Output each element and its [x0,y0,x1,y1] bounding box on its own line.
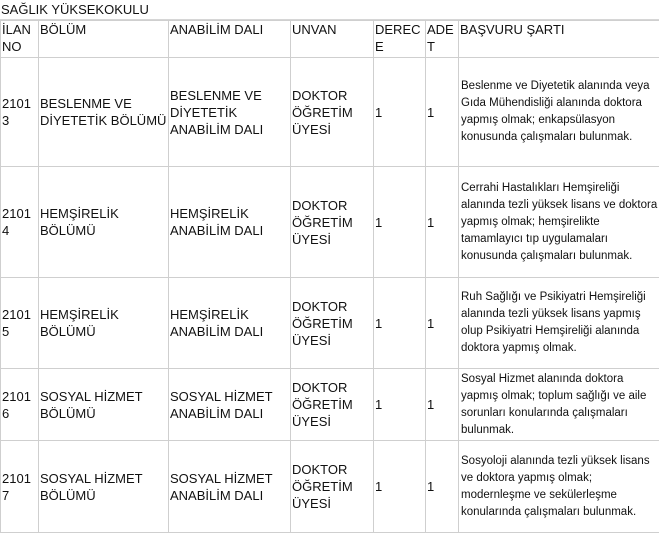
cell-adet: 1 [426,278,459,369]
cell-anabilim: SOSYAL HİZMET ANABİLİM DALI [169,369,291,441]
cell-derece: 1 [374,278,426,369]
cell-unvan: DOKTOR ÖĞRETİM ÜYESİ [291,58,374,167]
cell-anabilim: HEMŞİRELİK ANABİLİM DALI [169,278,291,369]
cell-ilan-no: 21016 [1,369,39,441]
header-derece: DERECE [374,21,426,58]
table-row [1,278,659,369]
cell-anabilim: SOSYAL HİZMET ANABİLİM DALI [169,441,291,533]
cell-anabilim: HEMŞİRELİK ANABİLİM DALI [169,167,291,278]
table-row [1,58,659,167]
cell-bolum: SOSYAL HİZMET BÖLÜMÜ [39,441,169,533]
cell-bolum: BESLENME VE DİYETETİK BÖLÜMÜ [39,58,169,167]
cell-unvan: DOKTOR ÖĞRETİM ÜYESİ [291,278,374,369]
header-row [1,21,659,58]
header-basvuru: BAŞVURU ŞARTI [459,21,659,58]
cell-ilan-no: 21014 [1,167,39,278]
cell-derece: 1 [374,58,426,167]
cell-bolum: HEMŞİRELİK BÖLÜMÜ [39,167,169,278]
cell-derece: 1 [374,167,426,278]
cell-derece: 1 [374,369,426,441]
cell-basvuru: Beslenme ve Diyetetik alanında veya Gıda Mühendisliği alanında doktora yapmış olmak; enkapsülasyon konusunda çalışmaları bulunmak. [459,58,659,167]
cell-ilan-no: 21013 [1,58,39,167]
table-row [1,441,659,533]
cell-basvuru: Cerrahi Hastalıkları Hemşireliği alanında tezli yüksek lisans ve doktora yapmış olmak; hemşirelikte tamamlayıcı tıp uygulamaları konusunda çalışmaları bulunmak. [459,167,659,278]
header-ilan-no: İLAN NO [1,21,39,58]
cell-ilan-no: 21017 [1,441,39,533]
header-unvan: UNVAN [291,21,374,58]
cell-adet: 1 [426,58,459,167]
page-title: SAĞLIK YÜKSEKOKULU [0,0,659,20]
cell-adet: 1 [426,167,459,278]
cell-bolum: HEMŞİRELİK BÖLÜMÜ [39,278,169,369]
cell-basvuru: Ruh Sağlığı ve Psikiyatri Hemşireliği alanında tezli yüksek lisans yapmış olup Psikiyatri Hemşireliği alanında doktora yapmış olmak. [459,278,659,369]
cell-adet: 1 [426,369,459,441]
cell-unvan: DOKTOR ÖĞRETİM ÜYESİ [291,441,374,533]
positions-table [0,20,659,533]
cell-unvan: DOKTOR ÖĞRETİM ÜYESİ [291,369,374,441]
header-adet: ADET [426,21,459,58]
cell-adet: 1 [426,441,459,533]
header-anabilim: ANABİLİM DALI [169,21,291,58]
cell-anabilim: BESLENME VE DİYETETİK ANABİLİM DALI [169,58,291,167]
cell-bolum: SOSYAL HİZMET BÖLÜMÜ [39,369,169,441]
table-row [1,369,659,441]
cell-ilan-no: 21015 [1,278,39,369]
cell-basvuru: Sosyoloji alanında tezli yüksek lisans ve doktora yapmış olmak; modernleşme ve sekülerleşme konularında çalışmaları bulunmak. [459,441,659,533]
cell-unvan: DOKTOR ÖĞRETİM ÜYESİ [291,167,374,278]
cell-derece: 1 [374,441,426,533]
header-bolum: BÖLÜM [39,21,169,58]
table-row [1,167,659,278]
cell-basvuru: Sosyal Hizmet alanında doktora yapmış olmak; toplum sağlığı ve aile sorunları konularında çalışmaları bulunmak. [459,369,659,441]
